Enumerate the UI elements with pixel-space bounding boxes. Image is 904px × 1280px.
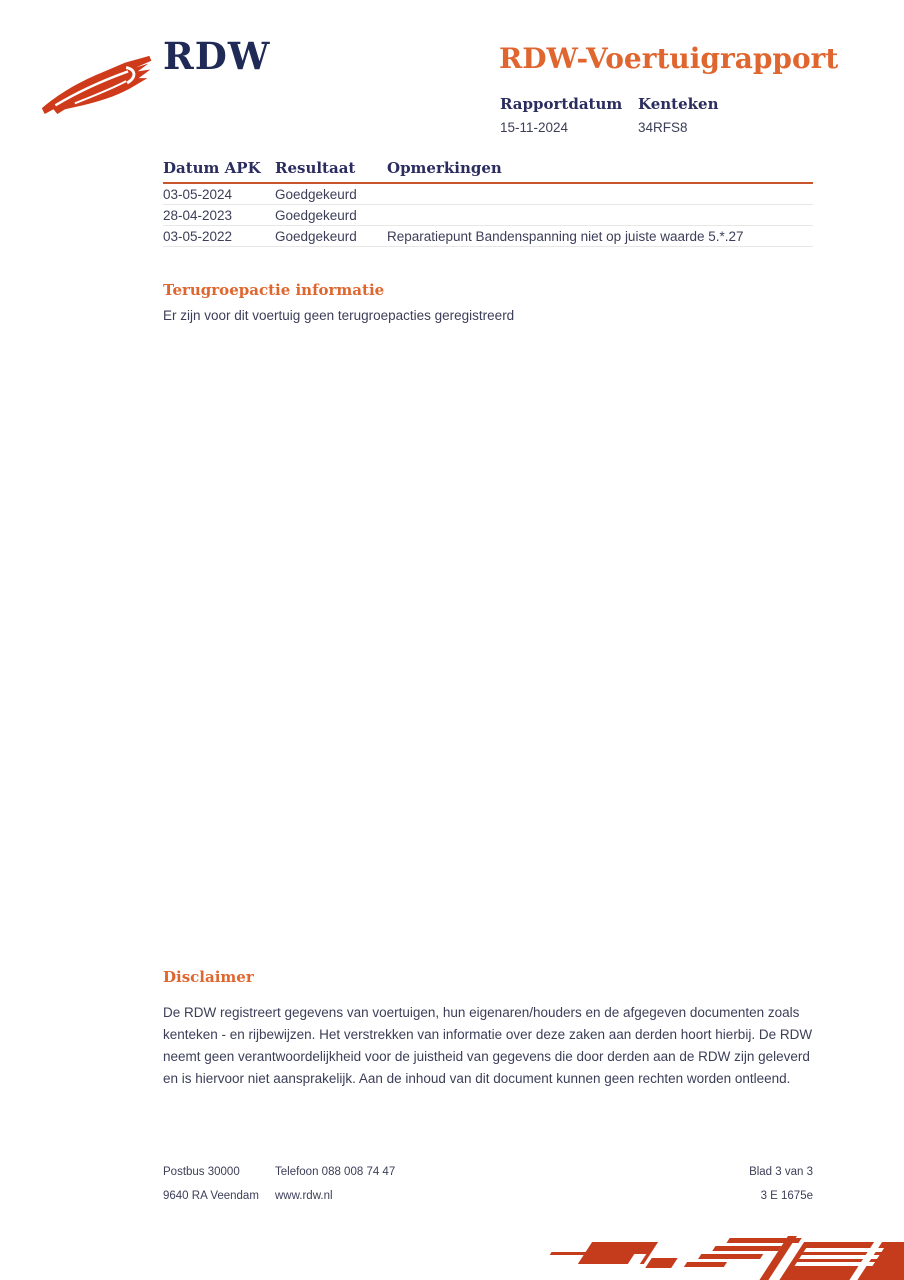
- report-date-value: 15-11-2024: [500, 120, 569, 135]
- footer-form-code: 3 E 1675e: [760, 1190, 813, 1202]
- footer-address-block: [163, 1166, 275, 1214]
- footer-contact-block: [275, 1166, 749, 1214]
- cell-resultaat: Goedgekeurd: [275, 207, 357, 223]
- recall-info-section: [163, 281, 813, 323]
- rdw-flag-graphic-icon: [526, 1236, 904, 1280]
- apk-history-table: [163, 159, 813, 247]
- footer-page-block: [749, 1166, 813, 1214]
- column-header-opmerkingen: Opmerkingen: [387, 159, 502, 177]
- disclaimer-body-text: De RDW registreert gegevens van voertuigen, hun eigenaren/houders en de afgegeven documenten zoals kenteken - en rijbewijzen. Het verstrekken van informatie over deze zaken aan derden hoort hierbij. De RDW neemt geen verantwoordelijkheid voor de juistheid van gegevens die door derden aan de RDW zijn geleverd en is hiervoor niet aansprakelijk. Aan de inhoud van dit document kunnen geen rechten worden ontleend.: [163, 1005, 813, 1086]
- report-date-label: Rapportdatum: [500, 95, 623, 113]
- disclaimer-section: [163, 968, 820, 1090]
- cell-resultaat: Goedgekeurd: [275, 186, 357, 202]
- recall-heading: Terugroepactie informatie: [163, 281, 385, 299]
- cell-datum: 03-05-2024: [163, 186, 233, 202]
- report-meta: [500, 95, 718, 135]
- page-footer: [163, 1166, 813, 1214]
- cell-datum: 03-05-2022: [163, 228, 233, 244]
- table-row: [163, 226, 813, 247]
- rdw-feather-logo-icon: [36, 50, 162, 118]
- brand-wordmark: RDW: [163, 34, 271, 78]
- license-plate-value: 34RFS8: [638, 120, 688, 135]
- recall-body-text: Er zijn voor dit voertuig geen terugroepacties geregistreerd: [163, 308, 515, 323]
- license-plate-block: [638, 95, 718, 135]
- footer-phone: Telefoon 088 008 74 47: [275, 1166, 396, 1178]
- cell-resultaat: Goedgekeurd: [275, 228, 357, 244]
- disclaimer-heading: Disclaimer: [163, 968, 254, 986]
- document-title: RDW-Voertuigrapport: [499, 42, 839, 75]
- column-header-datum-apk: Datum APK: [163, 159, 261, 177]
- footer-postbus: Postbus 30000: [163, 1166, 240, 1178]
- footer-website: www.rdw.nl: [275, 1190, 333, 1202]
- table-row: [163, 184, 813, 205]
- footer-city: 9640 RA Veendam: [163, 1190, 259, 1202]
- cell-datum: 28-04-2023: [163, 207, 233, 223]
- footer-page-indicator: Blad 3 van 3: [749, 1166, 813, 1178]
- cell-opmerkingen: Reparatiepunt Bandenspanning niet op juiste waarde 5.*.27: [387, 228, 744, 244]
- table-row: [163, 205, 813, 226]
- license-plate-label: Kenteken: [638, 95, 719, 113]
- table-header-row: [163, 159, 813, 184]
- column-header-resultaat: Resultaat: [275, 159, 356, 177]
- report-date-block: [500, 95, 638, 135]
